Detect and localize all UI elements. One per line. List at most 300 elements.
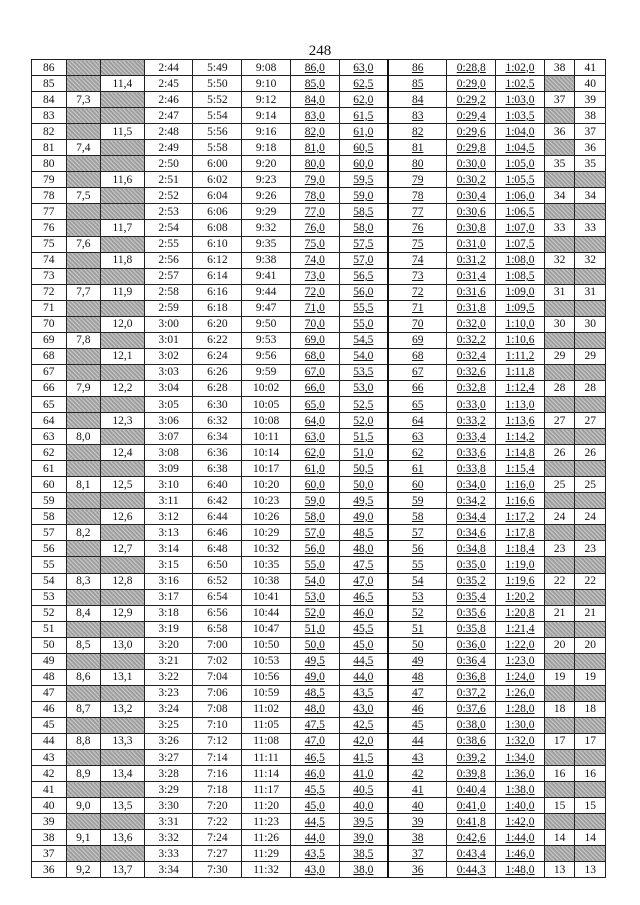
cell-col-f: 9:12	[242, 92, 291, 108]
cell-col-b: 9,1	[66, 830, 101, 846]
cell-col-c: 13,5	[101, 798, 145, 814]
table-row	[32, 188, 606, 204]
cell-col-d: 3:33	[144, 846, 193, 862]
cell-points-left: 53	[32, 589, 67, 605]
cell-col-j: 0:33,6	[447, 445, 496, 461]
cell-col-b	[66, 685, 101, 701]
cell-col-c	[101, 846, 145, 862]
cell-col-j: 0:39,2	[447, 750, 496, 766]
cell-col-k: 1:09,5	[496, 300, 545, 316]
cell-col-b: 8,4	[66, 605, 101, 621]
cell-points-left: 37	[32, 846, 67, 862]
cell-col-c	[101, 188, 145, 204]
cell-col-j: 0:31,2	[447, 252, 496, 268]
cell-col-l	[544, 108, 574, 124]
cell-col-l	[544, 750, 574, 766]
cell-col-k: 1:09,0	[496, 284, 545, 300]
cell-col-c	[101, 814, 145, 830]
cell-col-k: 1:06,0	[496, 188, 545, 204]
cell-col-d: 2:49	[144, 140, 193, 156]
cell-col-e: 7:10	[193, 717, 242, 733]
cell-col-l	[544, 461, 574, 477]
table-row	[32, 76, 606, 92]
table-row	[32, 252, 606, 268]
cell-col-f: 9:44	[242, 284, 291, 300]
cell-points-right: 62	[388, 445, 447, 461]
table-row	[32, 541, 606, 557]
cell-points-right: 49	[388, 653, 447, 669]
cell-col-m: 23	[575, 541, 606, 557]
cell-col-k: 1:30,0	[496, 717, 545, 733]
cell-col-k: 1:19,0	[496, 557, 545, 573]
table-row	[32, 846, 606, 862]
cell-points-right: 45	[388, 717, 447, 733]
cell-points-left: 65	[32, 396, 67, 412]
cell-col-c	[101, 653, 145, 669]
cell-col-c	[101, 461, 145, 477]
cell-points-right: 77	[388, 204, 447, 220]
cell-col-f: 9:16	[242, 124, 291, 140]
table-row	[32, 717, 606, 733]
cell-col-f: 10:05	[242, 396, 291, 412]
cell-col-d: 3:34	[144, 862, 193, 878]
cell-col-c	[101, 204, 145, 220]
table-row	[32, 220, 606, 236]
table-row	[32, 766, 606, 782]
cell-col-h: 61,0	[339, 124, 388, 140]
cell-col-f: 10:20	[242, 477, 291, 493]
cell-col-l	[544, 846, 574, 862]
cell-points-right: 85	[388, 76, 447, 92]
table-row	[32, 830, 606, 846]
cell-points-right: 46	[388, 701, 447, 717]
cell-points-left: 43	[32, 750, 67, 766]
cell-points-left: 66	[32, 380, 67, 396]
cell-col-e: 6:50	[193, 557, 242, 573]
cell-col-g: 54,0	[290, 573, 339, 589]
cell-col-c	[101, 156, 145, 172]
cell-col-d: 3:03	[144, 364, 193, 380]
cell-col-e: 7:12	[193, 733, 242, 749]
cell-col-l	[544, 717, 574, 733]
cell-points-left: 39	[32, 814, 67, 830]
cell-col-c: 12,5	[101, 477, 145, 493]
cell-col-l: 30	[544, 316, 574, 332]
cell-col-m: 14	[575, 830, 606, 846]
table-row	[32, 653, 606, 669]
cell-col-j: 0:30,0	[447, 156, 496, 172]
cell-col-j: 0:35,6	[447, 605, 496, 621]
cell-col-f: 9:53	[242, 332, 291, 348]
cell-col-c: 12,9	[101, 605, 145, 621]
cell-col-b	[66, 124, 101, 140]
cell-col-g: 55,0	[290, 557, 339, 573]
cell-col-h: 57,5	[339, 236, 388, 252]
cell-col-l: 13	[544, 862, 574, 878]
cell-col-f: 10:29	[242, 525, 291, 541]
cell-col-e: 7:24	[193, 830, 242, 846]
cell-col-j: 0:34,2	[447, 493, 496, 509]
cell-col-l: 25	[544, 477, 574, 493]
cell-col-h: 46,5	[339, 589, 388, 605]
cell-points-right: 51	[388, 621, 447, 637]
cell-col-f: 11:05	[242, 717, 291, 733]
cell-col-m	[575, 525, 606, 541]
cell-col-f: 10:26	[242, 509, 291, 525]
cell-col-k: 1:04,0	[496, 124, 545, 140]
cell-col-m	[575, 396, 606, 412]
cell-col-e: 7:02	[193, 653, 242, 669]
cell-col-j: 0:35,8	[447, 621, 496, 637]
cell-col-f: 10:44	[242, 605, 291, 621]
cell-points-right: 53	[388, 589, 447, 605]
cell-col-l: 19	[544, 669, 574, 685]
cell-col-l: 15	[544, 798, 574, 814]
cell-points-right: 78	[388, 188, 447, 204]
cell-points-left: 41	[32, 782, 67, 798]
cell-col-m	[575, 493, 606, 509]
cell-points-left: 82	[32, 124, 67, 140]
cell-col-c: 12,7	[101, 541, 145, 557]
cell-points-left: 49	[32, 653, 67, 669]
cell-col-k: 1:28,0	[496, 701, 545, 717]
cell-col-d: 2:51	[144, 172, 193, 188]
cell-col-c	[101, 364, 145, 380]
cell-col-m: 38	[575, 108, 606, 124]
cell-col-j: 0:33,2	[447, 413, 496, 429]
cell-col-h: 48,5	[339, 525, 388, 541]
cell-points-right: 48	[388, 669, 447, 685]
cell-col-d: 2:45	[144, 76, 193, 92]
cell-points-right: 83	[388, 108, 447, 124]
cell-col-g: 45,5	[290, 782, 339, 798]
cell-col-k: 1:18,4	[496, 541, 545, 557]
table-row	[32, 124, 606, 140]
cell-col-g: 66,0	[290, 380, 339, 396]
cell-col-b: 8,1	[66, 477, 101, 493]
cell-col-e: 5:56	[193, 124, 242, 140]
cell-col-d: 3:11	[144, 493, 193, 509]
cell-col-h: 39,0	[339, 830, 388, 846]
cell-col-d: 3:06	[144, 413, 193, 429]
cell-col-k: 1:17,8	[496, 525, 545, 541]
table-row	[32, 782, 606, 798]
cell-col-l	[544, 268, 574, 284]
cell-col-k: 1:23,0	[496, 653, 545, 669]
cell-col-m: 30	[575, 316, 606, 332]
cell-points-left: 73	[32, 268, 67, 284]
cell-col-b: 7,8	[66, 332, 101, 348]
cell-col-d: 3:07	[144, 429, 193, 445]
table-row	[32, 445, 606, 461]
cell-col-l: 28	[544, 380, 574, 396]
cell-col-g: 50,0	[290, 637, 339, 653]
cell-col-l	[544, 525, 574, 541]
cell-col-f: 9:56	[242, 348, 291, 364]
cell-col-g: 56,0	[290, 541, 339, 557]
cell-col-k: 1:03,0	[496, 92, 545, 108]
table-row	[32, 268, 606, 284]
cell-col-j: 0:36,8	[447, 669, 496, 685]
cell-col-f: 11:26	[242, 830, 291, 846]
cell-col-l: 23	[544, 541, 574, 557]
cell-col-j: 0:42,6	[447, 830, 496, 846]
cell-col-h: 49,5	[339, 493, 388, 509]
cell-col-f: 10:11	[242, 429, 291, 445]
cell-col-j: 0:29,4	[447, 108, 496, 124]
cell-col-m: 29	[575, 348, 606, 364]
cell-col-h: 53,5	[339, 364, 388, 380]
cell-col-l: 35	[544, 156, 574, 172]
cell-col-c	[101, 300, 145, 316]
cell-col-j: 0:32,2	[447, 332, 496, 348]
cell-col-c: 11,9	[101, 284, 145, 300]
cell-col-d: 2:44	[144, 60, 193, 76]
cell-col-d: 3:09	[144, 461, 193, 477]
cell-col-e: 7:30	[193, 862, 242, 878]
cell-col-h: 53,0	[339, 380, 388, 396]
cell-col-j: 0:34,0	[447, 477, 496, 493]
cell-col-b	[66, 621, 101, 637]
cell-points-left: 57	[32, 525, 67, 541]
cell-col-l	[544, 814, 574, 830]
cell-col-h: 51,5	[339, 429, 388, 445]
cell-points-left: 71	[32, 300, 67, 316]
cell-col-j: 0:37,2	[447, 685, 496, 701]
cell-points-right: 36	[388, 862, 447, 878]
cell-col-g: 45,0	[290, 798, 339, 814]
cell-col-l	[544, 204, 574, 220]
cell-points-right: 76	[388, 220, 447, 236]
cell-col-k: 1:46,0	[496, 846, 545, 862]
cell-points-right: 70	[388, 316, 447, 332]
cell-col-b: 7,9	[66, 380, 101, 396]
cell-col-h: 63,0	[339, 60, 388, 76]
cell-points-right: 69	[388, 332, 447, 348]
cell-col-k: 1:10,6	[496, 332, 545, 348]
cell-col-c	[101, 782, 145, 798]
cell-points-right: 59	[388, 493, 447, 509]
cell-col-d: 3:29	[144, 782, 193, 798]
table-row	[32, 332, 606, 348]
cell-col-g: 78,0	[290, 188, 339, 204]
cell-col-g: 62,0	[290, 445, 339, 461]
cell-points-left: 77	[32, 204, 67, 220]
cell-col-j: 0:37,6	[447, 701, 496, 717]
cell-col-g: 59,0	[290, 493, 339, 509]
cell-col-h: 59,0	[339, 188, 388, 204]
cell-col-e: 6:38	[193, 461, 242, 477]
cell-col-l: 32	[544, 252, 574, 268]
cell-col-e: 6:12	[193, 252, 242, 268]
table-row	[32, 413, 606, 429]
cell-col-f: 9:10	[242, 76, 291, 92]
cell-points-left: 44	[32, 733, 67, 749]
cell-col-f: 10:08	[242, 413, 291, 429]
table-row	[32, 701, 606, 717]
cell-col-j: 0:33,4	[447, 429, 496, 445]
cell-points-right: 39	[388, 814, 447, 830]
cell-col-b	[66, 348, 101, 364]
cell-points-left: 74	[32, 252, 67, 268]
cell-col-d: 3:16	[144, 573, 193, 589]
cell-points-right: 79	[388, 172, 447, 188]
cell-col-d: 3:26	[144, 733, 193, 749]
cell-points-left: 56	[32, 541, 67, 557]
cell-col-d: 3:22	[144, 669, 193, 685]
cell-col-e: 6:54	[193, 589, 242, 605]
cell-col-g: 67,0	[290, 364, 339, 380]
cell-col-h: 41,5	[339, 750, 388, 766]
cell-col-d: 2:57	[144, 268, 193, 284]
cell-col-h: 56,0	[339, 284, 388, 300]
cell-col-d: 3:08	[144, 445, 193, 461]
cell-col-l: 29	[544, 348, 574, 364]
cell-points-left: 75	[32, 236, 67, 252]
cell-col-l: 34	[544, 188, 574, 204]
table-row	[32, 509, 606, 525]
cell-points-right: 65	[388, 396, 447, 412]
cell-points-left: 64	[32, 413, 67, 429]
cell-col-k: 1:32,0	[496, 733, 545, 749]
cell-points-left: 54	[32, 573, 67, 589]
cell-col-e: 6:02	[193, 172, 242, 188]
cell-col-d: 2:55	[144, 236, 193, 252]
cell-col-g: 79,0	[290, 172, 339, 188]
cell-col-b	[66, 782, 101, 798]
cell-points-left: 59	[32, 493, 67, 509]
cell-col-g: 57,0	[290, 525, 339, 541]
table-row	[32, 348, 606, 364]
cell-col-l	[544, 172, 574, 188]
cell-col-l: 31	[544, 284, 574, 300]
cell-col-f: 9:38	[242, 252, 291, 268]
cell-col-j: 0:31,0	[447, 236, 496, 252]
cell-col-g: 68,0	[290, 348, 339, 364]
cell-points-right: 68	[388, 348, 447, 364]
cell-col-l	[544, 589, 574, 605]
cell-col-f: 10:53	[242, 653, 291, 669]
cell-col-j: 0:41,8	[447, 814, 496, 830]
cell-col-g: 43,5	[290, 846, 339, 862]
cell-col-g: 82,0	[290, 124, 339, 140]
table-row	[32, 429, 606, 445]
cell-col-b: 7,3	[66, 92, 101, 108]
cell-points-left: 67	[32, 364, 67, 380]
cell-col-c: 13,4	[101, 766, 145, 782]
cell-col-b	[66, 156, 101, 172]
cell-col-c	[101, 557, 145, 573]
cell-col-e: 7:27	[193, 846, 242, 862]
cell-col-g: 48,0	[290, 701, 339, 717]
cell-col-l	[544, 140, 574, 156]
cell-col-j: 0:43,4	[447, 846, 496, 862]
cell-points-right: 86	[388, 60, 447, 76]
cell-col-b	[66, 541, 101, 557]
cell-col-k: 1:14,2	[496, 429, 545, 445]
cell-col-l: 38	[544, 60, 574, 76]
cell-col-m: 24	[575, 509, 606, 525]
cell-col-c: 11,8	[101, 252, 145, 268]
table-row	[32, 637, 606, 653]
cell-col-d: 3:24	[144, 701, 193, 717]
table-row	[32, 525, 606, 541]
cell-col-d: 3:10	[144, 477, 193, 493]
cell-col-j: 0:36,4	[447, 653, 496, 669]
cell-col-h: 57,0	[339, 252, 388, 268]
cell-col-d: 2:52	[144, 188, 193, 204]
cell-col-c: 12,4	[101, 445, 145, 461]
cell-col-b: 7,5	[66, 188, 101, 204]
cell-col-d: 3:05	[144, 396, 193, 412]
cell-col-c: 12,3	[101, 413, 145, 429]
cell-col-e: 7:00	[193, 637, 242, 653]
cell-col-e: 7:08	[193, 701, 242, 717]
cell-col-d: 3:25	[144, 717, 193, 733]
cell-points-left: 40	[32, 798, 67, 814]
cell-col-k: 1:20,8	[496, 605, 545, 621]
cell-points-left: 72	[32, 284, 67, 300]
cell-col-d: 3:28	[144, 766, 193, 782]
cell-col-e: 6:22	[193, 332, 242, 348]
cell-col-l: 20	[544, 637, 574, 653]
cell-col-m: 19	[575, 669, 606, 685]
cell-col-e: 5:58	[193, 140, 242, 156]
cell-col-c	[101, 268, 145, 284]
cell-col-g: 81,0	[290, 140, 339, 156]
cell-col-d: 3:17	[144, 589, 193, 605]
cell-col-k: 1:20,2	[496, 589, 545, 605]
table-row	[32, 798, 606, 814]
cell-col-m: 18	[575, 701, 606, 717]
cell-col-e: 6:08	[193, 220, 242, 236]
cell-col-b	[66, 268, 101, 284]
cell-col-b: 8,2	[66, 525, 101, 541]
cell-col-b: 9,0	[66, 798, 101, 814]
cell-points-left: 47	[32, 685, 67, 701]
cell-col-g: 49,0	[290, 669, 339, 685]
cell-points-left: 45	[32, 717, 67, 733]
cell-points-right: 66	[388, 380, 447, 396]
cell-col-e: 6:00	[193, 156, 242, 172]
cell-col-g: 46,5	[290, 750, 339, 766]
cell-col-c	[101, 717, 145, 733]
cell-col-j: 0:40,4	[447, 782, 496, 798]
cell-col-b	[66, 445, 101, 461]
cell-col-m: 33	[575, 220, 606, 236]
cell-col-g: 64,0	[290, 413, 339, 429]
cell-col-f: 9:26	[242, 188, 291, 204]
cell-col-k: 1:48,0	[496, 862, 545, 878]
cell-col-e: 7:16	[193, 766, 242, 782]
cell-col-c	[101, 429, 145, 445]
cell-col-f: 11:20	[242, 798, 291, 814]
cell-col-k: 1:11,2	[496, 348, 545, 364]
cell-col-f: 9:14	[242, 108, 291, 124]
cell-col-m: 21	[575, 605, 606, 621]
cell-col-b	[66, 252, 101, 268]
cell-points-left: 48	[32, 669, 67, 685]
cell-col-j: 0:33,0	[447, 396, 496, 412]
cell-points-left: 78	[32, 188, 67, 204]
cell-col-h: 48,0	[339, 541, 388, 557]
cell-col-e: 6:42	[193, 493, 242, 509]
cell-col-e: 6:04	[193, 188, 242, 204]
cell-col-m: 41	[575, 60, 606, 76]
table-body	[32, 60, 606, 878]
cell-col-e: 6:18	[193, 300, 242, 316]
cell-col-m: 40	[575, 76, 606, 92]
